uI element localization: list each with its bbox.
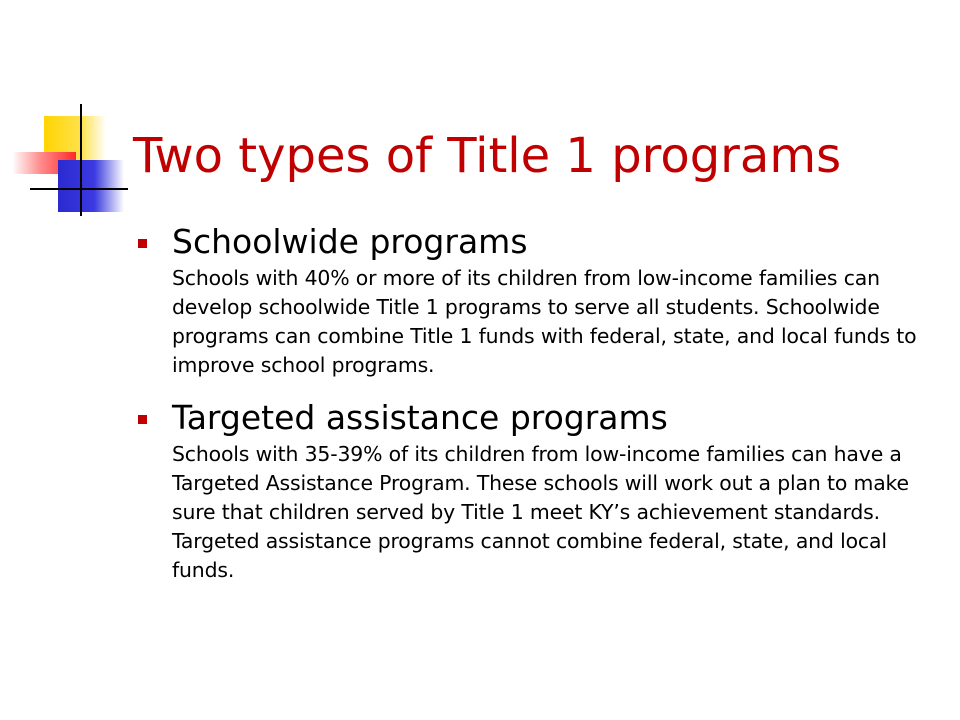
bullet-heading: Targeted assistance programs [172,398,668,437]
bullet-heading: Schoolwide programs [172,222,528,261]
bullet-item-schoolwide [136,220,926,380]
logo-vertical-line [80,104,82,216]
bullet-item-targeted [136,396,926,585]
logo-horizontal-line [30,188,128,190]
square-bullet-icon [138,415,147,424]
bullet-body: Schools with 35-39% of its children from low-income families can have a Targeted Assistance Program. These schools will work out a plan to make sure that children served by Title 1 meet KY’s achievement standards. Targeted assistance programs cannot combine federal, state, and local funds. [172,442,909,582]
logo-blue-square [58,160,124,212]
colored-squares-logo-icon [0,0,140,230]
square-bullet-icon [138,239,147,248]
bullet-body: Schools with 40% or more of its children from low-income families can develop schoolwide Title 1 programs to serve all students. Schoolwide programs can combine Title 1 funds with federal, state, and local funds to improve school programs. [172,266,917,377]
slide-title: Two types of Title 1 programs [133,128,842,184]
bullet-list [136,220,926,585]
